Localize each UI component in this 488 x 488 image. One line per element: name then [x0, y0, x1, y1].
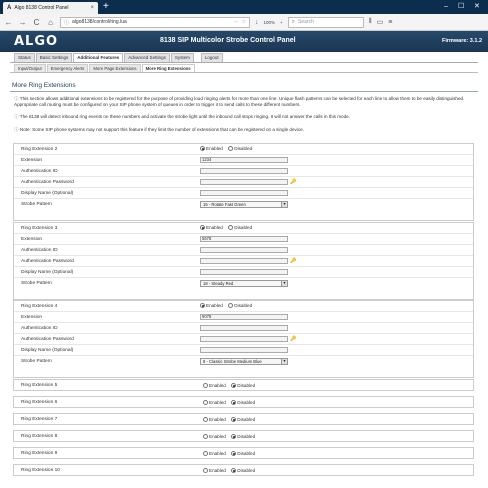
enable-radio-group: [203, 417, 259, 424]
disabled-radio[interactable]: Disabled: [231, 468, 255, 473]
extension-name-label: Ring Extension 2: [21, 147, 58, 152]
browser-tab-title: Algo 8138 Control Panel: [14, 5, 69, 11]
enabled-radio[interactable]: Enabled: [203, 417, 226, 422]
enable-radio-group: [200, 303, 256, 310]
extension-name-label: Ring Extension 3: [21, 226, 58, 231]
password-key-icon[interactable]: 🔑: [290, 336, 297, 342]
radio-dot-icon[interactable]: [228, 146, 233, 151]
maximize-window-icon[interactable]: ☐: [458, 3, 465, 10]
extension-name-label: Ring Extension 10: [21, 468, 60, 473]
enable-row: [14, 223, 473, 234]
strobe-pattern-select[interactable]: 18 - Steady Red ▼: [200, 280, 288, 287]
download-icon[interactable]: ↓: [255, 18, 259, 26]
strobe-pattern-row: [14, 199, 473, 210]
radio-dot-icon[interactable]: [200, 146, 205, 151]
radio-dot-icon[interactable]: [231, 417, 236, 422]
extension-name-label: Ring Extension 6: [21, 400, 58, 405]
enable-radio-group: [200, 146, 256, 153]
sidebar-icon[interactable]: ▭: [376, 19, 384, 26]
extension-row: [14, 234, 473, 245]
minimize-window-icon[interactable]: –: [444, 3, 448, 10]
page-title: More Ring Extensions: [12, 82, 76, 89]
extension-name-label: Ring Extension 7: [21, 417, 58, 422]
auth-password-label: Authentication Password: [21, 259, 74, 264]
strobe-pattern-label: Strobe Pattern: [21, 281, 52, 286]
enable-radio-group: [203, 451, 259, 458]
ring-extension-panel: [13, 300, 474, 378]
disabled-radio[interactable]: Disabled: [228, 225, 252, 230]
disabled-radio[interactable]: Disabled: [231, 434, 255, 439]
auth-id-row: [14, 245, 473, 256]
strobe-pattern-select[interactable]: 15 - Rotate Fast Green ▼: [200, 201, 288, 208]
display-name-label: Display Name (Optional): [21, 191, 74, 196]
display-name-field[interactable]: [200, 347, 288, 353]
auth-password-field[interactable]: [200, 258, 288, 264]
display-name-row: [14, 188, 473, 199]
enabled-radio[interactable]: Enabled: [200, 146, 223, 151]
extension-label: Extension: [21, 315, 43, 320]
radio-dot-icon[interactable]: [228, 303, 233, 308]
enable-radio-group: [203, 434, 259, 441]
ring-extension-row: [13, 379, 474, 391]
intro-note: ⓘ This section allows additional extensions to be registered for the purpose of providing loud ringing alerts for more than one line. Unique flash patterns can be selected for each line to allow them to be easily distinguished. Appropriate call routing must be configured on your SIP phone system of queues in order to trigger it to send calls to these different numbers.: [14, 96, 465, 107]
auth-password-label: Authentication Password: [21, 337, 74, 342]
home-icon[interactable]: ⌂: [48, 17, 53, 27]
extension-row: [14, 155, 473, 166]
browser-nav-bar: [0, 14, 488, 31]
auth-id-field[interactable]: [200, 247, 288, 253]
zoom-in-icon[interactable]: +: [280, 19, 283, 25]
auth-password-label: Authentication Password: [21, 180, 74, 185]
extension-field[interactable]: 1234: [200, 157, 288, 163]
firmware-version: Firmware: 3.1.2: [441, 38, 482, 44]
bookmark-star-icon[interactable]: ☆: [241, 19, 246, 25]
ring-detect-note: ⓘ The 8138 will detect inbound ring events on these numbers and activate the strobe light until the inbound call stops ringing. It will not answer the calls in this mode.: [14, 114, 350, 119]
ring-extension-row: [13, 464, 474, 476]
info-icon: ⓘ: [64, 19, 70, 26]
subtab-more-ring-extensions[interactable]: More Ring Extensions: [142, 64, 195, 72]
auth-id-field[interactable]: [200, 325, 288, 331]
menu-icon[interactable]: ≡: [388, 18, 393, 26]
enabled-radio[interactable]: Enabled: [203, 451, 226, 456]
extension-name-label: Ring Extension 9: [21, 451, 58, 456]
disabled-radio[interactable]: Disabled: [231, 400, 255, 405]
radio-dot-icon[interactable]: [203, 451, 208, 456]
enabled-radio[interactable]: Enabled: [203, 434, 226, 439]
browser-tab[interactable]: [3, 2, 98, 14]
site-favicon-icon: A: [7, 5, 12, 11]
main-tabs: [14, 53, 223, 62]
disabled-radio[interactable]: Disabled: [231, 451, 255, 456]
close-window-icon[interactable]: ✕: [474, 3, 480, 10]
disabled-radio[interactable]: Disabled: [228, 303, 252, 308]
disabled-radio[interactable]: Disabled: [231, 417, 255, 422]
new-tab-icon[interactable]: +: [103, 1, 109, 12]
sub-tabs-divider: [10, 72, 478, 73]
auth-password-row: [14, 334, 473, 345]
page-actions-icon[interactable]: ···: [233, 19, 239, 25]
info-icon: ⓘ: [14, 114, 20, 119]
radio-dot-icon[interactable]: [203, 434, 208, 439]
enabled-radio[interactable]: Enabled: [200, 303, 223, 308]
ring-extension-panel: [13, 222, 474, 300]
tab-system[interactable]: System: [171, 53, 194, 62]
enable-radio-group: [203, 468, 259, 475]
sip-support-note: ⓘ Note: Some SIP phone systems may not support this feature if they limit the number of extensions that can be registered on a single device.: [14, 127, 304, 132]
enabled-radio[interactable]: Enabled: [203, 468, 226, 473]
auth-id-label: Authentication ID: [21, 169, 58, 174]
chevron-down-icon[interactable]: ▼: [282, 202, 287, 206]
auth-id-field[interactable]: [200, 168, 288, 174]
radio-dot-icon[interactable]: [203, 383, 208, 388]
subtab-more-page-extensions[interactable]: More Page Extensions: [89, 64, 140, 72]
radio-dot-icon[interactable]: [231, 400, 236, 405]
chevron-down-icon[interactable]: ▼: [282, 359, 287, 363]
ring-extension-row: [13, 447, 474, 459]
display-name-field[interactable]: [200, 269, 288, 275]
auth-id-label: Authentication ID: [21, 248, 58, 253]
enabled-radio[interactable]: Enabled: [200, 225, 223, 230]
auth-id-label: Authentication ID: [21, 326, 58, 331]
extension-label: Extension: [21, 158, 43, 163]
strobe-pattern-label: Strobe Pattern: [21, 359, 52, 364]
extension-name-label: Ring Extension 5: [21, 383, 58, 388]
radio-dot-icon[interactable]: [231, 434, 236, 439]
main-tabs-divider: [10, 62, 478, 63]
ring-extension-row: [13, 413, 474, 425]
url-text: algo8138/control/ring.lua: [72, 19, 127, 25]
enable-radio-group: [200, 225, 256, 232]
subtab-input-output[interactable]: Input/Output: [14, 64, 46, 72]
tab-status[interactable]: Status: [14, 53, 35, 62]
radio-dot-icon[interactable]: [203, 468, 208, 473]
title-divider: [10, 91, 478, 92]
search-icon: ⌕: [291, 18, 296, 25]
disabled-radio[interactable]: Disabled: [228, 146, 252, 151]
zoom-level[interactable]: 100%: [263, 19, 276, 25]
browser-tab-bar: [0, 0, 488, 14]
extension-field[interactable]: 9078: [200, 314, 288, 320]
back-icon[interactable]: ←: [4, 17, 13, 27]
password-key-icon[interactable]: 🔑: [290, 179, 297, 185]
panel-title: 8138 SIP Multicolor Strobe Control Panel: [160, 37, 296, 44]
display-name-label: Display Name (Optional): [21, 270, 74, 275]
search-input[interactable]: [288, 17, 364, 28]
enable-row: [14, 144, 473, 155]
enable-radio-group: [203, 400, 259, 407]
enabled-radio[interactable]: Enabled: [203, 400, 226, 405]
reload-icon[interactable]: C: [33, 17, 40, 27]
display-name-label: Display Name (Optional): [21, 348, 74, 353]
radio-dot-icon[interactable]: [203, 417, 208, 422]
radio-dot-icon[interactable]: [231, 383, 236, 388]
display-name-field[interactable]: [200, 190, 288, 196]
extension-name-label: Ring Extension 8: [21, 434, 58, 439]
radio-dot-icon[interactable]: [231, 451, 236, 456]
password-key-icon[interactable]: 🔑: [290, 258, 297, 264]
search-placeholder: Search: [298, 19, 314, 25]
subtab-emergency-alerts[interactable]: Emergency Alerts: [47, 64, 89, 72]
extension-field[interactable]: 5678: [200, 236, 288, 242]
sub-tabs: [14, 64, 195, 72]
info-icon: ⓘ: [14, 96, 20, 101]
ring-extension-panel: [13, 143, 474, 221]
auth-id-row: [14, 323, 473, 334]
strobe-pattern-label: Strobe Pattern: [21, 202, 52, 207]
enable-radio-group: [203, 383, 259, 390]
display-name-row: [14, 345, 473, 356]
auth-password-row: [14, 256, 473, 267]
forward-icon[interactable]: →: [18, 17, 27, 27]
chevron-down-icon[interactable]: ▼: [282, 281, 287, 285]
auth-password-field[interactable]: [200, 336, 288, 342]
close-tab-icon[interactable]: ×: [90, 5, 94, 11]
tab-logout[interactable]: Logout: [201, 53, 223, 62]
extension-label: Extension: [21, 237, 43, 242]
radio-dot-icon[interactable]: [203, 400, 208, 405]
info-icon: ⓘ: [14, 127, 20, 132]
strobe-pattern-row: [14, 356, 473, 367]
address-bar[interactable]: [60, 17, 250, 28]
strobe-pattern-row: [14, 278, 473, 289]
disabled-radio[interactable]: Disabled: [231, 383, 255, 388]
enable-row: [14, 301, 473, 312]
auth-id-row: [14, 166, 473, 177]
extension-name-label: Ring Extension 4: [21, 304, 58, 309]
strobe-pattern-select[interactable]: 8 - Classic Strobe Medium Blue ▼: [200, 358, 288, 365]
extension-row: [14, 312, 473, 323]
tab-additional-features[interactable]: Additional Features: [73, 53, 123, 62]
auth-password-row: [14, 177, 473, 188]
tab-basic-settings[interactable]: Basic Settings: [36, 53, 73, 62]
library-icon[interactable]: ⫴: [368, 18, 372, 25]
algo-logo: ALGO: [14, 34, 59, 49]
header-banner: [0, 31, 488, 52]
enabled-radio[interactable]: Enabled: [203, 383, 226, 388]
radio-dot-icon[interactable]: [231, 468, 236, 473]
radio-dot-icon[interactable]: [200, 225, 205, 230]
tab-advanced-settings[interactable]: Advanced Settings: [124, 53, 170, 62]
auth-password-field[interactable]: [200, 179, 288, 185]
ring-extension-row: [13, 430, 474, 442]
radio-dot-icon[interactable]: [228, 225, 233, 230]
display-name-row: [14, 267, 473, 278]
radio-dot-icon[interactable]: [200, 303, 205, 308]
ring-extension-row: [13, 396, 474, 408]
